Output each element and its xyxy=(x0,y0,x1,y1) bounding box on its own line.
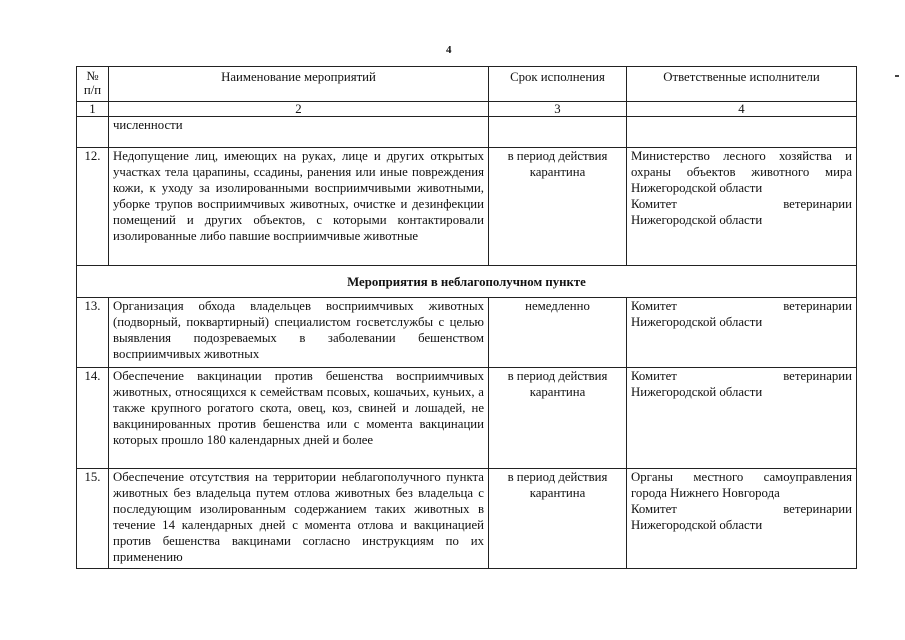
row-13-number: 13. xyxy=(77,298,109,368)
row-15-responsible-2c: Нижегородской области xyxy=(631,518,763,532)
header-responsible: Ответственные исполнители xyxy=(627,67,857,102)
row-13-name: Организация обхода владельцев восприимчивых животных (подворный, поквартирный) специалистом госветслужбы с целью выявления подозреваемых в заболевании бешенством восприимчивых животных xyxy=(109,298,489,368)
row-12-term: в период действия карантина xyxy=(489,148,627,266)
row-14-number: 14. xyxy=(77,368,109,469)
column-numbers-row xyxy=(77,102,857,117)
row-13-term: немедленно xyxy=(489,298,627,368)
row-14-responsible-2b: ветеринарии xyxy=(783,369,852,383)
row-15-name: Обеспечение отсутствия на территории неблагополучного пункта животных без владельца путем отлова животных без владельца с последующим изолированным содержанием таких животных в течение 14 календарных дней с момента отлова и вакцинацией против бешенства вакцинами согласно инструкциям по их применению xyxy=(109,469,489,569)
scan-mark xyxy=(895,75,899,77)
row-12-responsible xyxy=(627,148,857,266)
row-15-term: в период действия карантина xyxy=(489,469,627,569)
page-number: 4 xyxy=(446,44,452,56)
row-14-name: Обеспечение вакцинации против бешенства восприимчивых животных, относящихся к семействам псовых, кошачьих, куньих, а также крупного рогатого скота, овец, коз, свиней и лошадей, не вакцинированных против бешенства или с момента вакцинации которых прошло 180 календарных дней и более xyxy=(109,368,489,469)
header-num: № п/п xyxy=(77,67,109,102)
header-term: Срок исполнения xyxy=(489,67,627,102)
table-row-13 xyxy=(77,298,857,368)
column-number-4: 4 xyxy=(627,102,857,117)
section-title: Мероприятия в неблагополучном пункте xyxy=(77,266,857,298)
section-row xyxy=(77,266,857,298)
row-15-responsible-1: Органы местного самоуправления города Нижнего Новгорода xyxy=(631,470,852,500)
row-14-responsible xyxy=(627,368,857,469)
row-12-responsible-2b: ветеринарии xyxy=(783,197,852,211)
row-13-responsible xyxy=(627,298,857,368)
header-name: Наименование мероприятий xyxy=(109,67,489,102)
row-12-responsible-2c: Нижегородской области xyxy=(631,213,763,227)
row-12-number: 12. xyxy=(77,148,109,266)
table-row-continuation xyxy=(77,117,857,148)
table-row-12 xyxy=(77,148,857,266)
row-15-responsible-2a: Комитет xyxy=(631,502,677,516)
row-15-responsible xyxy=(627,469,857,569)
continuation-text: численности xyxy=(109,117,489,148)
row-15-number: 15. xyxy=(77,469,109,569)
table-row-15 xyxy=(77,469,857,569)
row-12-responsible-1: Министерство лесного хозяйства и охраны объектов животного мира Нижегородской области xyxy=(631,149,852,195)
column-number-3: 3 xyxy=(489,102,627,117)
row-14-responsible-2c: Нижегородской области xyxy=(631,385,763,399)
row-12-name: Недопущение лиц, имеющих на руках, лице и других открытых участках тела царапины, ссадины, ранения или иные повреждения кожи, к уходу за изолированными восприимчивыми животными, уборке трупов восприимчивых животных, очистке и дезинфекции помещений и других объектов, с которыми контактировали изолированные либо павшие восприимчивые животные xyxy=(109,148,489,266)
row-13-responsible-2c: Нижегородской области xyxy=(631,315,763,329)
column-number-1: 1 xyxy=(77,102,109,117)
row-14-responsible-2a: Комитет xyxy=(631,369,677,383)
row-13-responsible-2a: Комитет xyxy=(631,299,677,313)
row-14-term: в период действия карантина xyxy=(489,368,627,469)
row-13-responsible-2b: ветеринарии xyxy=(783,299,852,313)
table-header-row xyxy=(77,67,857,102)
measures-table xyxy=(76,66,857,569)
row-12-responsible-2a: Комитет xyxy=(631,197,677,211)
column-number-2: 2 xyxy=(109,102,489,117)
table-row-14 xyxy=(77,368,857,469)
row-15-responsible-2b: ветеринарии xyxy=(783,502,852,516)
